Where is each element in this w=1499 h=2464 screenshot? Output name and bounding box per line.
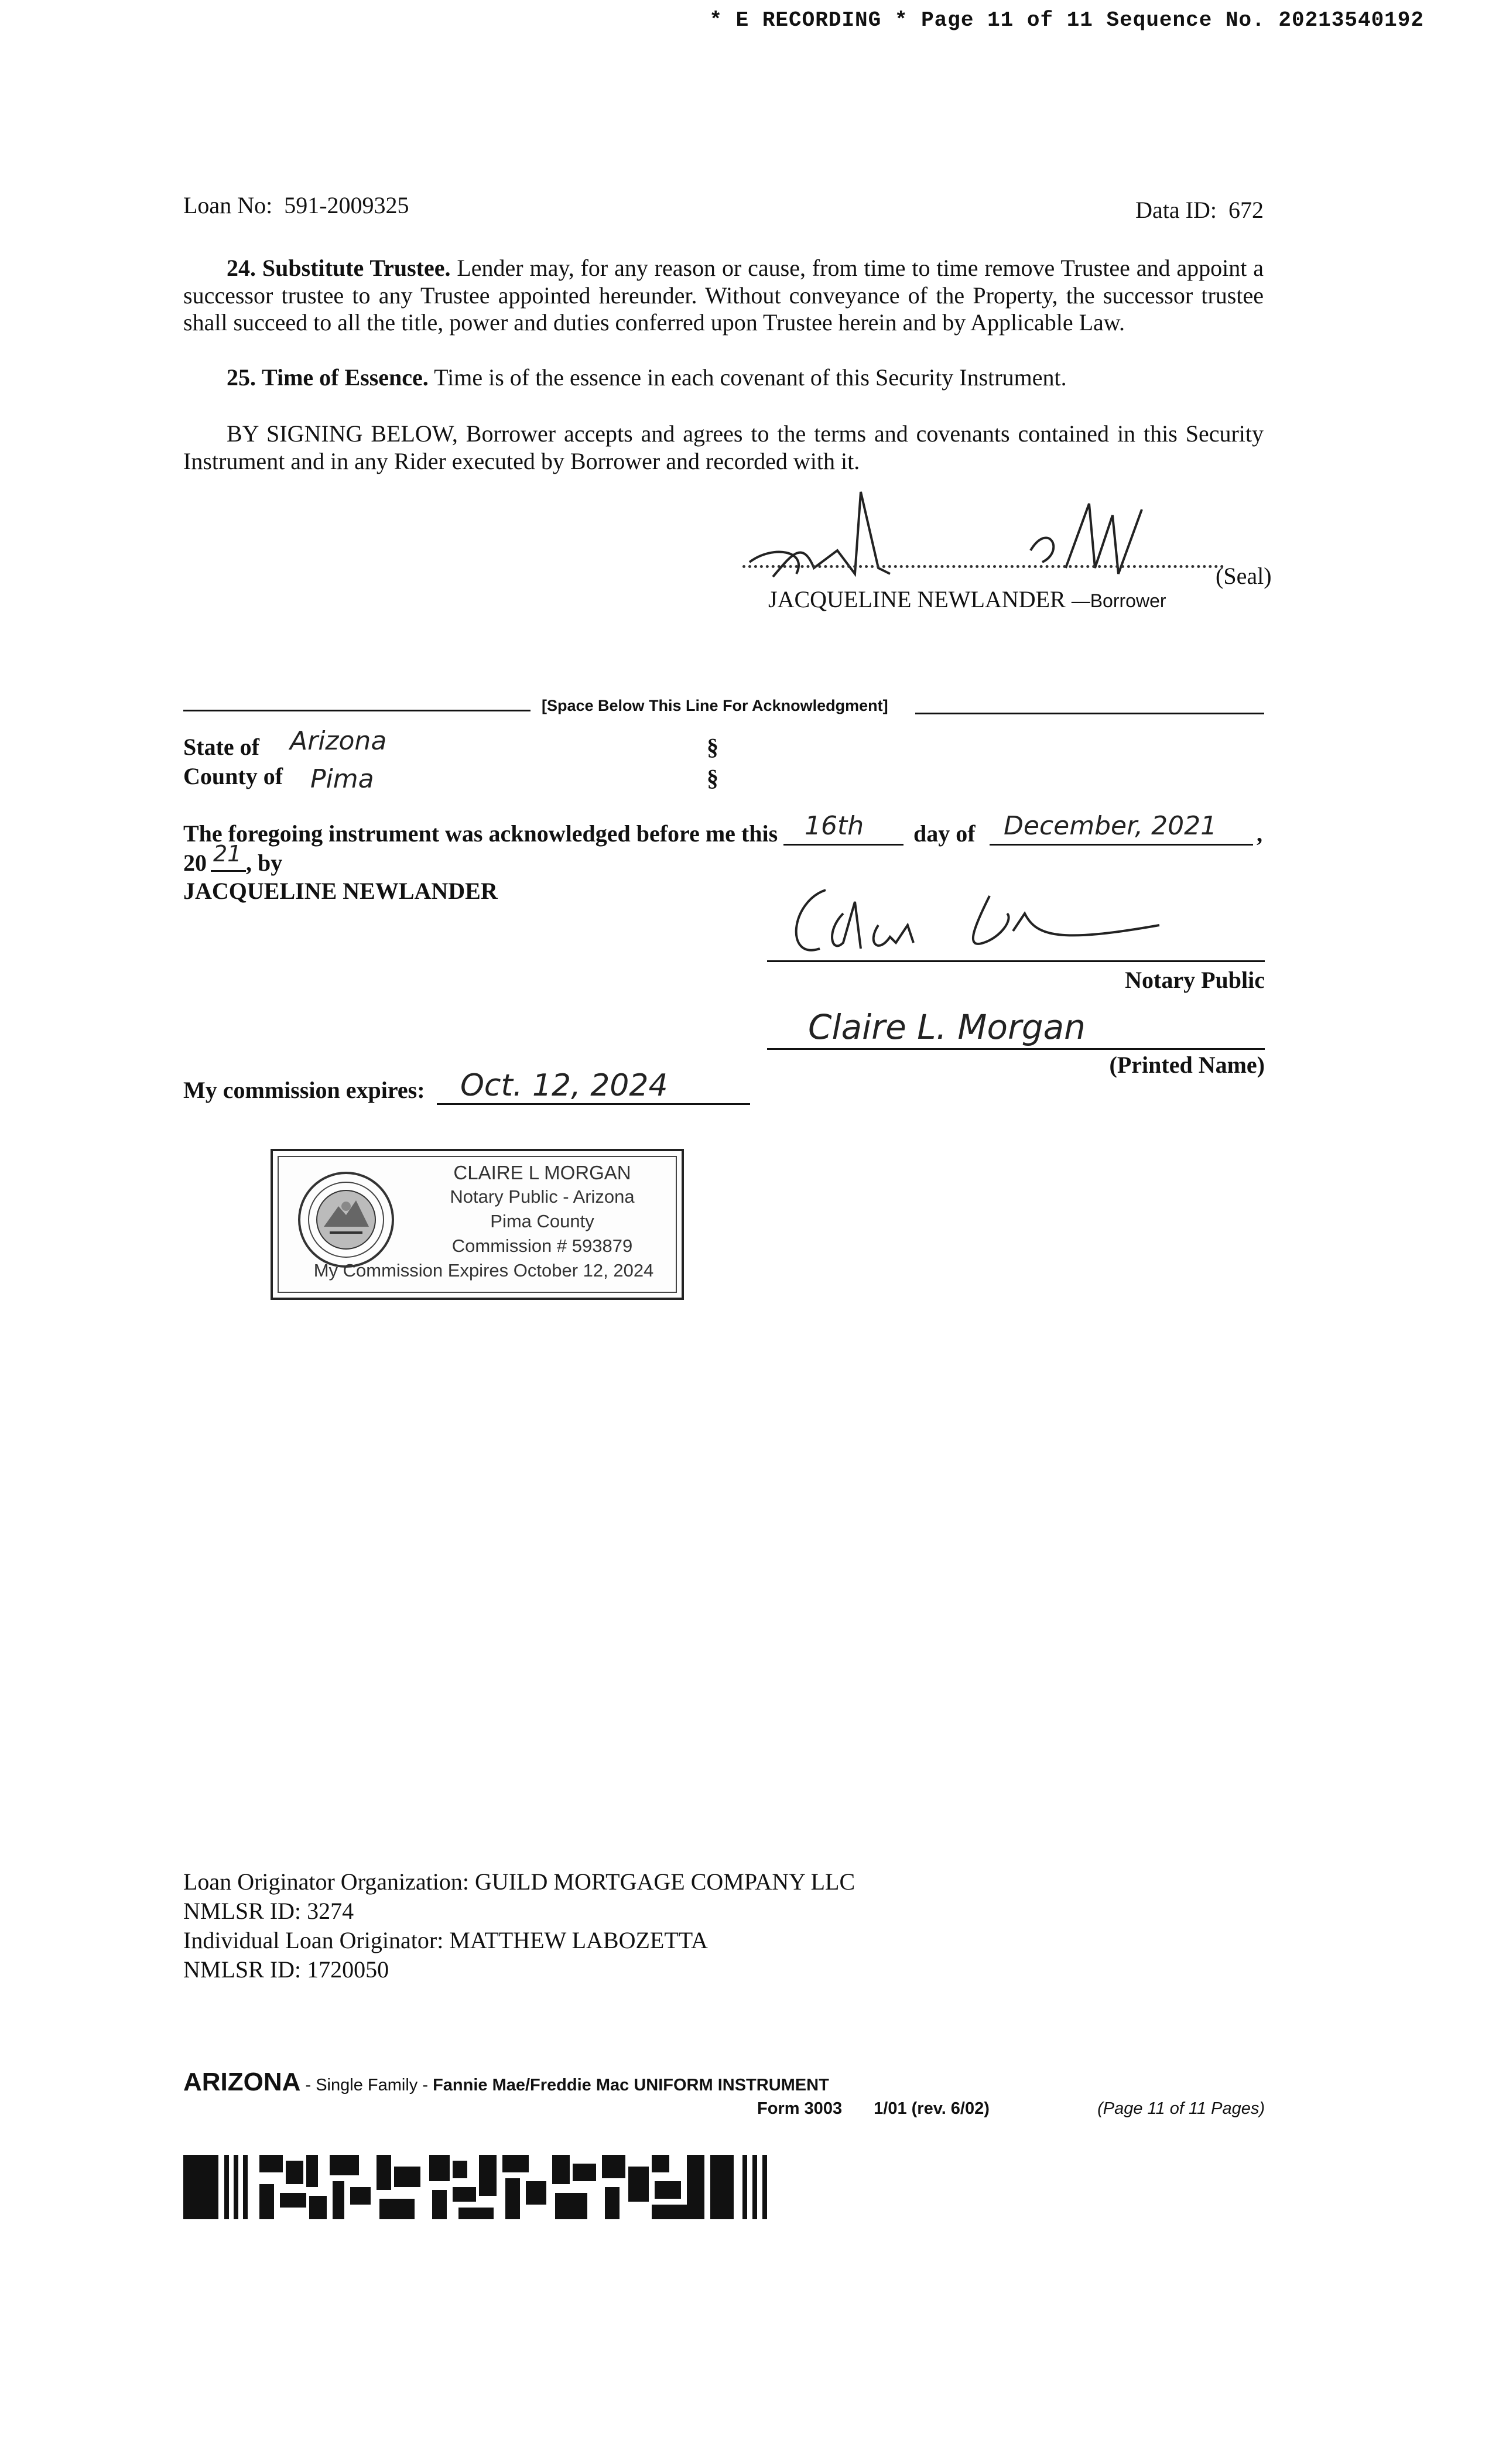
originator-individual	[183, 1926, 708, 1954]
footer-instrument	[183, 2068, 829, 2097]
commission-field	[437, 1069, 750, 1105]
section-25	[183, 364, 1264, 392]
originator-org-name: GUILD MORTGAGE COMPANY LLC	[475, 1868, 855, 1895]
originator-individual-nmlsr	[183, 1956, 389, 1983]
originator-individual-label: Individual Loan Originator:	[183, 1927, 444, 1953]
section-body: Time is of the essence in each covenant of this Security Instrument.	[434, 364, 1067, 391]
section-body: Lender may, for any reason or cause, from time to time remove Trustee and appoint a successor trustee to any Trustee appointed hereunder. Without conveyance of the Property, the successor trustee shall succeed to all the title, power and duties conferred upon Trustee herein and by Applicable Law.	[183, 255, 1264, 336]
section-heading: Substitute Trustee.	[262, 255, 451, 281]
signing-statement-text: BY SIGNING BELOW, Borrower accepts and agrees to the terms and covenants contained in this Security Instrument and in any Rider executed by Borrower and recorded with it.	[183, 420, 1264, 474]
section-heading: Time of Essence.	[262, 364, 429, 391]
stamp-name: CLAIRE L MORGAN	[453, 1162, 631, 1183]
nmlsr-label: NMLSR ID:	[183, 1956, 302, 1983]
footer-family: Single Family	[316, 2076, 418, 2095]
foregoing-prefix: The foregoing instrument was acknowledged before me this	[183, 820, 778, 847]
state-value: Arizona	[290, 726, 387, 756]
acknowledgment-caption: [Space Below This Line For Acknowledgment]	[542, 697, 888, 714]
printed-name-label: (Printed Name)	[1109, 1052, 1265, 1078]
printed-name-value: Claire L. Morgan	[808, 1007, 1086, 1047]
data-id-value: 672	[1228, 197, 1264, 223]
form-revision: 1/01 (rev. 6/02)	[874, 2099, 990, 2118]
data-id	[1135, 196, 1264, 224]
stamp-expires: My Commission Expires October 12, 2024	[313, 1260, 654, 1281]
barcode-icon	[183, 2155, 769, 2219]
originator-org-nmlsr	[183, 1897, 354, 1925]
loan-number-label: Loan No:	[183, 192, 273, 218]
section-mark: §	[707, 765, 718, 791]
separator: -	[300, 2076, 316, 2095]
notary-signature	[779, 878, 1189, 966]
nmlsr-label: NMLSR ID:	[183, 1898, 302, 1924]
section-number: 24.	[227, 255, 256, 281]
day-field	[783, 811, 903, 846]
originator-org	[183, 1868, 855, 1895]
form-number: Form 3003	[757, 2099, 843, 2118]
county-value: Pima	[310, 764, 374, 794]
section-mark: §	[707, 734, 718, 760]
borrower-signature-line	[742, 565, 1224, 568]
section-number: 25.	[227, 364, 256, 391]
borrower-name: JACQUELINE NEWLANDER	[768, 586, 1066, 612]
originator-org-label: Loan Originator Organization:	[183, 1868, 470, 1895]
notary-title: Notary Public	[1125, 967, 1265, 993]
borrower-role: —Borrower	[1071, 590, 1166, 611]
footer-form	[757, 2099, 990, 2119]
borrower-name-line	[768, 586, 1166, 613]
printed-name-line	[767, 1048, 1265, 1050]
seal-label: (Seal)	[1216, 563, 1272, 589]
year-value: 21	[213, 841, 242, 867]
originator-individual-name: MATTHEW LABOZETTA	[449, 1927, 708, 1953]
stamp-title: Notary Public - Arizona	[450, 1186, 635, 1207]
year-field	[211, 843, 246, 872]
month-field	[990, 811, 1253, 846]
day-of-label: day of	[913, 820, 976, 847]
nmlsr-value: 1720050	[307, 1956, 389, 1983]
separator: -	[417, 2076, 433, 2095]
footer-instrument-name: Fannie Mae/Freddie Mac UNIFORM INSTRUMENT	[433, 2076, 829, 2095]
loan-number	[183, 191, 409, 219]
notary-signature-line	[767, 960, 1265, 962]
stamp-commission: Commission # 593879	[451, 1236, 633, 1256]
divider-left	[183, 710, 531, 711]
footer-pages: (Page 11 of 11 Pages)	[1097, 2099, 1265, 2118]
divider-right	[915, 713, 1264, 714]
notary-stamp	[271, 1149, 684, 1300]
nmlsr-value: 3274	[307, 1898, 354, 1924]
loan-number-value: 591-2009325	[284, 192, 409, 218]
year-suffix: , by	[246, 850, 283, 876]
month-value: December, 2021	[1004, 811, 1217, 841]
comma: ,	[1257, 820, 1262, 847]
commission-value: Oct. 12, 2024	[460, 1068, 668, 1103]
state-label: State of	[183, 734, 259, 760]
county-label: County of	[183, 763, 283, 789]
section-24	[183, 255, 1264, 337]
data-id-label: Data ID:	[1135, 197, 1217, 223]
commission-label: My commission expires:	[183, 1077, 425, 1103]
arizona-state-seal-icon	[297, 1171, 395, 1268]
stamp-county: Pima County	[490, 1211, 594, 1231]
year-prefix: 20	[183, 850, 207, 876]
signing-statement	[183, 420, 1264, 475]
footer-state: ARIZONA	[183, 2068, 301, 2096]
acknowledged-name: JACQUELINE NEWLANDER	[183, 878, 498, 904]
day-value: 16th	[805, 811, 864, 841]
recording-header: * E RECORDING * Page 11 of 11 Sequence No. 20213540192	[709, 8, 1424, 32]
